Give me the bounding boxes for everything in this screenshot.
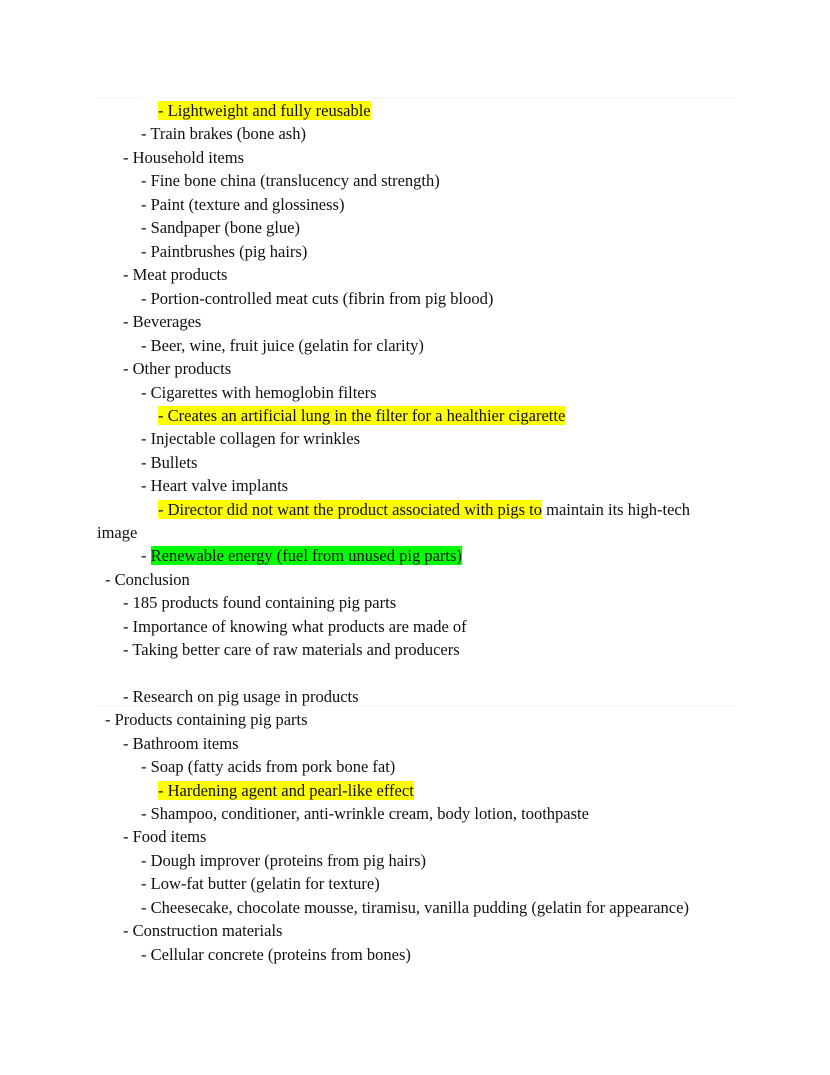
- note-line: - Paintbrushes (pig hairs): [141, 242, 308, 261]
- note-line: - Meat products: [123, 265, 228, 284]
- note-line: [0, 101, 830, 121]
- highlighted-text: - Director did not want the product associated with pigs to: [158, 500, 542, 519]
- note-line: - Bathroom items: [123, 734, 239, 753]
- note-line: [0, 500, 830, 520]
- note-line: [0, 546, 830, 566]
- note-line: - Injectable collagen for wrinkles: [141, 429, 360, 448]
- note-line: - Low-fat butter (gelatin for texture): [141, 874, 380, 893]
- note-line: - Conclusion: [105, 570, 190, 589]
- note-line: - Household items: [123, 148, 244, 167]
- note-line: - Portion-controlled meat cuts (fibrin from pig blood): [141, 289, 494, 308]
- note-line: - Bullets: [141, 453, 198, 472]
- note-line: - Soap (fatty acids from pork bone fat): [141, 757, 396, 776]
- highlighted-text: Renewable energy (fuel from unused pig parts): [150, 546, 462, 565]
- note-line: - Fine bone china (translucency and strength): [141, 171, 440, 190]
- note-line: - Sandpaper (bone glue): [141, 218, 300, 237]
- note-line: - Taking better care of raw materials and producers: [123, 640, 460, 659]
- page-edge-top: [96, 97, 736, 98]
- note-line: - Research on pig usage in products: [123, 687, 359, 706]
- highlighted-text: - Hardening agent and pearl-like effect: [158, 781, 414, 800]
- note-line: - Dough improver (proteins from pig hairs): [141, 851, 427, 870]
- note-line: - Cellular concrete (proteins from bones): [141, 945, 411, 964]
- note-line: - Train brakes (bone ash): [141, 124, 306, 143]
- note-line: - Food items: [123, 827, 207, 846]
- note-line: - 185 products found containing pig parts: [123, 593, 397, 612]
- note-line: - Cigarettes with hemoglobin filters: [141, 383, 377, 402]
- note-line: - Shampoo, conditioner, anti-wrinkle cream, body lotion, toothpaste: [141, 804, 589, 823]
- note-line: image: [97, 523, 138, 542]
- note-line: - Importance of knowing what products are made of: [123, 617, 467, 636]
- note-line: - Beverages: [123, 312, 202, 331]
- note-line: - Paint (texture and glossiness): [141, 195, 345, 214]
- note-line: [0, 781, 830, 801]
- note-line: [0, 406, 830, 426]
- highlighted-text: - Lightweight and fully reusable: [158, 101, 371, 120]
- note-line: - Products containing pig parts: [105, 710, 308, 729]
- note-line: - Beer, wine, fruit juice (gelatin for clarity): [141, 336, 424, 355]
- note-line: - Other products: [123, 359, 232, 378]
- continued-text: maintain its high-tech: [546, 500, 691, 519]
- note-line: - Cheesecake, chocolate mousse, tiramisu, vanilla pudding (gelatin for appearance): [141, 898, 689, 917]
- highlighted-text: - Creates an artificial lung in the filter for a healthier cigarette: [158, 406, 566, 425]
- note-line: - Construction materials: [123, 921, 283, 940]
- note-line: - Heart valve implants: [141, 476, 289, 495]
- bullet-dash: -: [141, 546, 151, 565]
